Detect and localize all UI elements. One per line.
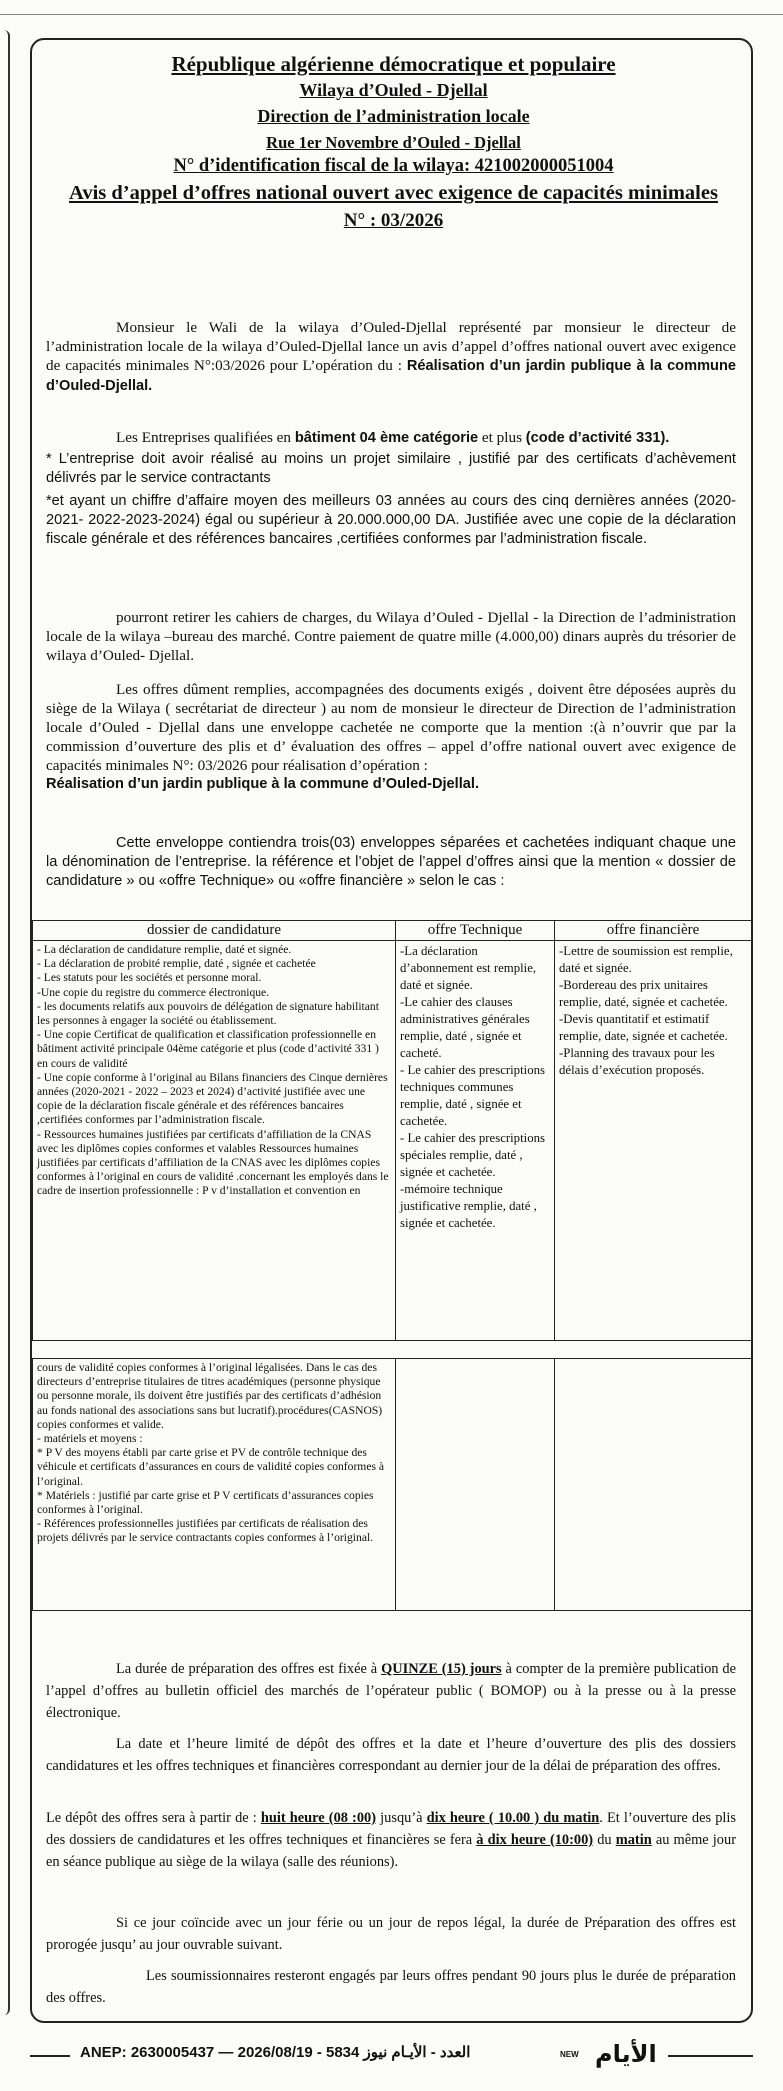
duree-days: QUINZE (15) jours	[381, 1661, 502, 1677]
depot-end: dix heure ( 10.00 ) du matin	[426, 1810, 600, 1826]
list-item: - La déclaration de candidature remplie, daté et signée.	[37, 943, 292, 956]
header-republic: République algérienne démocratique et populaire	[171, 52, 616, 76]
list-item: cours de validité copies conformes à l’original légalisées. Dans le cas des directeurs d’entreprise titulaires de titres académiques (personne physique ou personne morale, ils doivent être justifiés par des certificats d’adhésion au fonds national des associations sans but lucratif).procédures(CASNOS) copies conformes et valide.	[37, 1361, 383, 1431]
qualif-code: (code d’activité 331).	[525, 430, 670, 446]
cell-dossier-candidature	[33, 941, 396, 1341]
qualif-text-a: Les Entreprises qualifiées en	[116, 429, 295, 446]
list-item: - La déclaration de probité remplie, daté , signée et cachetée	[37, 957, 316, 971]
list-item: * P V des moyens établi par carte grise et PV de contrôle technique des véhicule et certificats d’assurances en cours de validité copies conformes à l’original.	[37, 1446, 385, 1488]
list-item: - Une copie Certificat de qualification et classification professionnelle en bâtiment activité principale 04ème catégorie et plus (code d’activité 331 ) en cours de validité	[37, 1028, 379, 1070]
list-item: - Une copie conforme à l’original au Bilans financiers des Cinque dernières années (2020-2021 - 2022 – 2023 et 2024) d’activité justifiée avec une copie de la déclaration fiscale générale et des références bancaires ,certifiées conformes par l’administration fiscale.	[37, 1070, 388, 1127]
footer-new-tag: NEW	[560, 2050, 579, 2059]
top-rule	[0, 0, 783, 15]
header-dossier-candidature: dossier de candidature	[33, 921, 396, 941]
ferie-paragraph: Si ce jour coïncide avec un jour férie ou un jour de repos légal, la durée de Préparation des offres est prorogée jusqu’ au jour ouvrable suivant.	[46, 1915, 736, 1953]
notice-frame	[30, 38, 753, 2023]
list-item: - les documents relatifs aux pouvoirs de délégation de signature habilitant les personnes à engager la société ou établissement.	[37, 999, 379, 1028]
enveloppe-paragraph: Cette enveloppe contiendra trois(03) enveloppes séparées et cachetées indiquant chaque une la dénomination de l’entreprise. la référence et l’objet de l’appel d’offres ainsi que la mention « dossier de candidature » ou «offre Technique» ou «offre financière » selon le cas :	[46, 835, 736, 889]
depot-text-a: Le dépôt des offres sera à partir de :	[46, 1810, 261, 1826]
offres-paragraph	[46, 680, 736, 794]
qualification-paragraph	[46, 428, 736, 549]
depot-paragraph	[46, 1807, 736, 1873]
cell-empty	[555, 1359, 752, 1611]
cell-dossier-candidature-continued	[33, 1359, 396, 1611]
retrait-paragraph: pourront retirer les cahiers de charges, du Wilaya d’Ouled - Djellal - la Direction de l’administration locale de la wilaya –bureau des marché. Contre paiement de quatre mille (4.000,00) dinars auprès du trésorier de wilaya d’Ouled- Djellal.	[46, 609, 736, 664]
notice-title: Avis d’appel d’offres national ouvert avec exigence de capacités minimales	[69, 182, 718, 204]
depot-text-c: jusqu’à	[376, 1810, 427, 1826]
header-address: Rue 1er Novembre d’Ouled - Djellal	[266, 133, 521, 152]
duree-text-a: La durée de préparation des offres est fixée à	[116, 1661, 382, 1677]
duree-paragraph	[46, 1658, 736, 1724]
footer-rule-right	[668, 2055, 753, 2057]
left-column-border	[0, 30, 10, 2015]
offres-text: Les offres dûment remplies, accompagnées des documents exigés , doivent être déposées auprès du siège de la Wilaya ( secrétariat de directeur ) au nom de monsieur le directeur de Direction de l’administration locale d’Ouled - Djellal dans une enveloppe cachetée ne comporte que la mention :(à n’ouvrir que par la commission d’ouverture des plis et d’ évaluation des offres – appel d’offre national ouvert avec exigence de capacités minimales N°: 03/2026 pour réalisation d’opération :	[46, 681, 736, 774]
header-wilaya: Wilaya d’Ouled - Djellal	[299, 80, 488, 100]
depot-text-g: du	[593, 1832, 616, 1848]
depot-start: huit heure (08 :00)	[260, 1810, 377, 1826]
list-item: -mémoire technique justificative remplie, daté , signée et cachetée.	[400, 1182, 537, 1230]
list-item: -Planning des travaux pour les délais d’exécution proposés.	[559, 1046, 715, 1077]
depot-text-i: au même jour en séance publique au siège de la wilaya (salle des réunions).	[46, 1832, 736, 1870]
qualif-bullet-1: * L’entreprise doit avoir réalisé au moins un projet similaire , justifié par des certificats d’achèvement délivrés par le service contractants	[46, 451, 736, 486]
list-item: -La déclaration d’abonnement est remplie, daté et signée.	[400, 944, 537, 992]
date-limite-paragraph: La date et l’heure limité de dépôt des offres et la date et l’heure d’ouverture des plis des dossiers candidatures et les offres techniques et financières correspondant au dernier jour de la délai de préparation des offres.	[46, 1736, 736, 1774]
ouverture-matin: matin	[615, 1832, 652, 1848]
documents-table-continued	[32, 1358, 752, 1611]
cell-empty	[396, 1359, 555, 1611]
list-item: - Références professionnelles justifiées par certificats de réalisation des projets délivrés par le service contractants copies conformes à l’original.	[37, 1517, 374, 1545]
footer-reference: ANEP: 2630005437 — 2026/08/19 - 5834 العدد - الأيـام نيوز	[80, 2044, 471, 2061]
list-item: - Ressources humaines justifiées par certificats d’affiliation de la CNAS avec les diplômes copies conformes et valables Ressources humaines justifiées par certificats d’affiliation de la CNAS avec les diplômes copies conformes à l’original en cours de validité .concernant les employés dans le cadre de insertion professionnelle : P v d’installation et convention en	[37, 1127, 389, 1198]
list-item: -Une copie du registre du commerce électronique.	[37, 985, 270, 999]
list-item: -Le cahier des clauses administratives générales remplie, daté , signée et cacheté.	[400, 995, 530, 1060]
header-offre-technique: offre Technique	[396, 921, 555, 941]
offres-operation: Réalisation d’un jardin publique à la commune d’Ouled-Djellal.	[46, 776, 480, 792]
list-item: - matériels et moyens :	[37, 1432, 143, 1446]
header-offre-financiere: offre financière	[555, 921, 752, 941]
list-item: - Le cahier des prescriptions spéciales remplie, daté , signée et cachetée.	[400, 1131, 545, 1179]
intro-text: Monsieur le Wali de la wilaya d’Ouled-Djellal représenté par monsieur le directeur de l’administration locale de la wilaya d’Ouled-Djellal lance un avis d’appel d’offres national ouvert avec exigence de capacités minimales N°:03/2026 pour L’opération du :	[46, 319, 736, 374]
list-item: -Bordereau des prix unitaires remplie, daté, signée et cachetée.	[559, 978, 728, 1009]
qualif-text-c: et plus	[478, 429, 526, 446]
qualif-bullet-2: *et ayant un chiffre d’affaire moyen des meilleurs 03 années au cours des cinq dernières années (2020-2021- 2022-2023-2024) égal ou supérieur à 20.000.000,00 DA. Justifiée avec une copie de la déclaration fiscale générale et des références bancaires ,certifiées conformes par l’administration fiscale.	[46, 493, 736, 547]
table-header-row	[33, 921, 752, 941]
notice-number: N° : 03/2026	[343, 210, 444, 231]
intro-paragraph	[46, 318, 736, 396]
list-item: * Matériels : justifié par carte grise et P V certificats d’assurances copies conformes à l’original.	[37, 1488, 374, 1517]
header-direction: Direction de l’administration locale	[257, 106, 530, 126]
depot-text-e: . Et l’ouverture des plis des dossiers de candidatures et les offres techniques et financières se fera	[46, 1810, 736, 1848]
engages-paragraph: Les soumissionnaires resteront engagés par leurs offres pendant 90 jours plus le durée de préparation des offres.	[46, 1968, 736, 2006]
ouverture-time: à dix heure (10:00)	[476, 1832, 594, 1848]
intro-operation: Réalisation d’un jardin publique à la commune d’Ouled-Djellal.	[46, 358, 736, 394]
footer-rule-left	[30, 2055, 70, 2057]
newspaper-logo: الأيام	[595, 2040, 657, 2068]
cell-offre-technique	[396, 941, 555, 1341]
header-fiscal-id: N° d’identification fiscal de la wilaya: 421002000051004	[173, 156, 614, 176]
list-item: -Devis quantitatif et estimatif remplie, date, signée et cachetée.	[559, 1012, 728, 1043]
list-item: -Lettre de soumission est remplie, daté et signée.	[559, 944, 733, 975]
cell-offre-financiere	[555, 941, 752, 1341]
duree-text-c: à compter de la première publication de l’appel d’offres au bulletin officiel des marchés de l’opérateur public ( BOMOP) ou à la presse ou à la presse électronique.	[46, 1661, 736, 1721]
qualif-category: bâtiment 04 ème catégorie	[294, 430, 479, 446]
table-row	[33, 1359, 752, 1611]
list-item: - Le cahier des prescriptions techniques communes remplie, daté , signée et cachetée.	[400, 1063, 545, 1128]
footer	[0, 2038, 783, 2072]
documents-table	[32, 920, 752, 1341]
table-row	[33, 941, 752, 1341]
list-item: - Les statuts pour les sociétés et personne moral.	[37, 971, 262, 985]
